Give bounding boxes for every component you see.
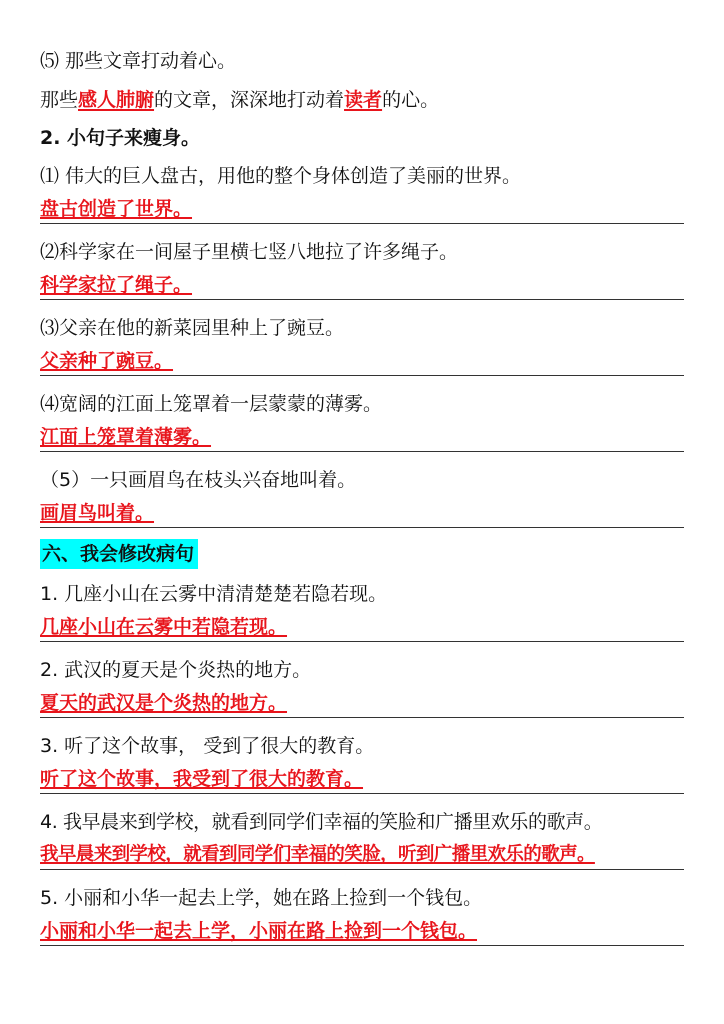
fix-answer-4 [40,840,684,870]
shorten-question-2: ⑵科学家在一间屋子里横七竖八地拉了许多绳子。 [40,241,459,263]
answer-text: 听了这个故事，我受到了很大的教育。 [40,768,364,790]
answer-text: 盘古创造了世界。 [40,198,193,220]
answer-highlight-word: 读者 [344,89,383,111]
answer-text-part: 那些 [40,89,79,111]
fix-answer-3 [40,764,684,794]
shorten-answer-1 [40,194,684,224]
answer-text: 江面上笼罩着薄雾。 [40,426,212,448]
fix-question-1: 1. 几座小山在云雾中清清楚楚若隐若现。 [40,583,388,605]
answer-highlight-word: 感人肺腑 [78,89,155,111]
answer-text: 夏天的武汉是个炎热的地方。 [40,692,288,714]
intro-question-5: ⑸ 那些文章打动着心。 [40,50,237,72]
intro-answer-5 [40,86,439,114]
shorten-question-1: ⑴ 伟大的巨人盘古，用他的整个身体创造了美丽的世界。 [40,165,522,187]
fix-answer-2 [40,688,684,718]
fix-answer-5 [40,916,684,946]
shorten-question-3: ⑶父亲在他的新菜园里种上了豌豆。 [40,317,345,339]
answer-text: 几座小山在云雾中若隐若现。 [40,616,288,638]
shorten-answer-3 [40,346,684,376]
fix-answer-1 [40,612,684,642]
fix-question-2: 2. 武汉的夏天是个炎热的地方。 [40,659,312,681]
fix-question-3: 3. 听了这个故事， 受到了很大的教育。 [40,735,375,757]
answer-text-part: 的文章，深深地打动着 [154,89,345,111]
answer-text-part: 的心。 [382,89,440,111]
answer-text: 小丽和小华一起去上学，小丽在路上捡到一个钱包。 [40,920,478,942]
section-title-fix-sentences: 六、我会修改病句 [40,539,198,569]
fix-question-5: 5. 小丽和小华一起去上学，她在路上捡到一个钱包。 [40,887,483,909]
shorten-question-5: （5）一只画眉鸟在枝头兴奋地叫着。 [40,469,357,491]
shorten-answer-4 [40,422,684,452]
shorten-answer-5 [40,498,684,528]
shorten-answer-2 [40,270,684,300]
answer-text: 我早晨来到学校，就看到同学们幸福的笑脸，听到广播里欢乐的歌声。 [40,844,595,865]
answer-text: 科学家拉了绳子。 [40,274,193,296]
fix-question-4: 4. 我早晨来到学校，就看到同学们幸福的笑脸和广播里欢乐的歌声。 [40,811,603,833]
answer-text: 画眉鸟叫着。 [40,502,155,524]
answer-text: 父亲种了豌豆。 [40,350,174,372]
shorten-question-4: ⑷宽阔的江面上笼罩着一层蒙蒙的薄雾。 [40,393,383,415]
section-title-shorten-sentences: 2. 小句子来瘦身。 [40,127,201,149]
